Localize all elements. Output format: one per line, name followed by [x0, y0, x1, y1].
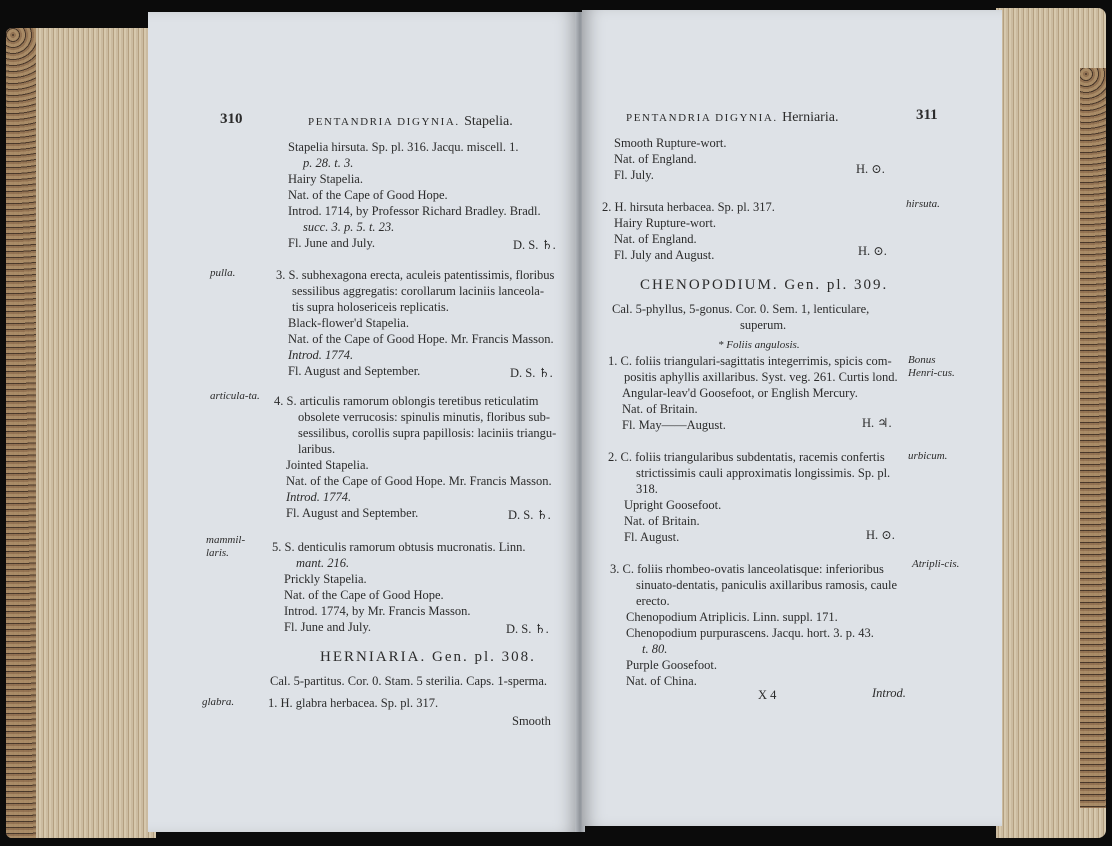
signature-mark: X 4 — [758, 688, 777, 702]
text-line: D. S. ♄. — [510, 366, 553, 380]
text-line: Fl. August. — [624, 530, 680, 544]
text-line: Nat. of Britain. — [622, 402, 698, 416]
text-line: Introd. 1714, by Professor Richard Bradley. Bradl. — [288, 204, 541, 218]
text-line: Introd. 1774. — [288, 348, 354, 362]
text-line: 2. C. foliis triangularibus subdentatis, racemis confertis — [608, 450, 885, 464]
section-heading: HERNIARIA. Gen. pl. 308. — [320, 649, 536, 665]
right-page-edges — [996, 8, 1106, 838]
text-line: Fl. June and July. — [288, 236, 376, 250]
text-line: Smooth Rupture-wort. — [614, 136, 727, 150]
text-line: H. ⊙. — [858, 244, 887, 258]
page-number: 311 — [916, 107, 938, 123]
text-line: Black-flower'd Stapelia. — [288, 316, 409, 330]
open-book — [6, 8, 1106, 838]
text-line: Nat. of the Cape of Good Hope. — [288, 188, 448, 202]
margin-note: glabra. — [202, 696, 235, 708]
catchword: Smooth — [512, 714, 551, 728]
subsection-heading: * Foliis angulosis. — [718, 339, 800, 351]
margin-note: Bonus Henri-cus. — [908, 354, 955, 379]
text-line: erecto. — [636, 594, 670, 608]
text-line: 3. C. foliis rhombeo-ovatis lanceolatisque: inferioribus — [610, 562, 884, 576]
text-line: Hairy Rupture-wort. — [614, 216, 717, 230]
left-page — [148, 12, 578, 832]
text-line: Nat. of the Cape of Good Hope. Mr. Francis Masson. — [288, 332, 554, 346]
text-line: 4. S. articulis ramorum oblongis teretibus reticulatim — [274, 394, 539, 408]
text-line: Chenopodium purpurascens. Jacqu. hort. 3. p. 43. — [626, 626, 874, 640]
text-line: Angular-leav'd Goosefoot, or English Mercury. — [622, 386, 858, 400]
text-line: Fl. August and September. — [288, 364, 421, 378]
text-line: sessilibus aggregatis: corollarum laciniis lanceola- — [292, 284, 545, 298]
text-line: Nat. of England. — [614, 152, 697, 166]
text-line: Chenopodium Atriplicis. Linn. suppl. 171. — [626, 610, 838, 624]
text-line: Prickly Stapelia. — [284, 572, 367, 586]
text-line: H. ♃. — [862, 416, 892, 430]
text-line: 318. — [636, 482, 658, 496]
text-line: D. S. ♄. — [506, 622, 549, 636]
text-line: succ. 3. p. 5. t. 23. — [303, 220, 395, 234]
text-line: mant. 216. — [296, 556, 350, 570]
text-line: Nat. of England. — [614, 232, 697, 246]
running-head: PENTANDRIA DIGYNIA. Stapelia. — [308, 114, 513, 129]
text-line: Nat. of the Cape of Good Hope. — [284, 588, 444, 602]
margin-note: Atripli-cis. — [912, 558, 960, 570]
margin-note: articula-ta. — [210, 390, 260, 402]
text-line: laribus. — [298, 442, 336, 456]
margin-note: mammil-laris. — [206, 534, 246, 559]
text-line: sessilibus, corollis supra papillosis: laciniis triangu- — [298, 426, 557, 440]
section-heading: CHENOPODIUM. Gen. pl. 309. — [640, 277, 889, 293]
text-line: Introd. 1774, by Mr. Francis Masson. — [284, 604, 471, 618]
text-line: 2. H. hirsuta herbacea. Sp. pl. 317. — [602, 200, 775, 214]
margin-note: urbicum. — [908, 450, 948, 462]
margin-note: pulla. — [210, 267, 236, 279]
text-line: 1. H. glabra herbacea. Sp. pl. 317. — [268, 696, 439, 710]
page-number: 310 — [220, 111, 243, 127]
text-line: p. 28. t. 3. — [303, 156, 354, 170]
text-line: Upright Goosefoot. — [624, 498, 722, 512]
text-line: H. ⊙. — [856, 162, 885, 176]
text-line: Nat. of Britain. — [624, 514, 700, 528]
text-line: Jointed Stapelia. — [286, 458, 369, 472]
text-line: tis supra holosericeis replicatis. — [292, 300, 449, 314]
text-line: Hairy Stapelia. — [288, 172, 363, 186]
catchword: Introd. — [872, 686, 906, 700]
margin-note: hirsuta. — [906, 198, 940, 210]
text-line: Purple Goosefoot. — [626, 658, 717, 672]
text-line: Nat. of China. — [626, 674, 697, 688]
right-page — [582, 10, 1002, 826]
text-line: D. S. ♄. — [508, 508, 551, 522]
text-line: obsolete verrucosis: spinulis minutis, floribus sub- — [298, 410, 551, 424]
text-line: t. 80. — [642, 642, 668, 656]
text-line: Stapelia hirsuta. Sp. pl. 316. Jacqu. miscell. 1. — [288, 140, 519, 154]
text-line: Cal. 5-phyllus, 5-gonus. Cor. 0. Sem. 1, lenticulare, — [612, 302, 870, 316]
text-line: Fl. May——August. — [622, 418, 726, 432]
text-line: Nat. of the Cape of Good Hope. Mr. Francis Masson. — [286, 474, 552, 488]
text-line: Fl. July. — [614, 168, 654, 182]
text-line: Fl. July and August. — [614, 248, 715, 262]
text-line: sinuato-dentatis, paniculis axillaribus ramosis, caule — [636, 578, 898, 592]
text-line: Fl. August and September. — [286, 506, 419, 520]
left-page-edges — [6, 28, 156, 838]
text-line: 1. C. foliis triangulari-sagittatis integerrimis, spicis com- — [608, 354, 892, 368]
text-line: H. ⊙. — [866, 528, 895, 542]
text-line: positis aphyllis axillaribus. Syst. veg. 261. Curtis lond. — [624, 370, 898, 384]
text-line: superum. — [740, 318, 787, 332]
text-line: 3. S. subhexagona erecta, aculeis patentissimis, floribus — [276, 268, 555, 282]
running-head: PENTANDRIA DIGYNIA. Herniaria. — [626, 110, 839, 125]
text-line: Fl. June and July. — [284, 620, 372, 634]
text-line: strictissimis cauli approximatis longissimis. Sp. pl. — [636, 466, 891, 480]
text-line: D. S. ♄. — [513, 238, 556, 252]
text-line: Cal. 5-partitus. Cor. 0. Stam. 5 sterilia. Caps. 1-sperma. — [270, 674, 548, 688]
text-line: Introd. 1774. — [286, 490, 352, 504]
text-line: 5. S. denticulis ramorum obtusis mucronatis. Linn. — [272, 540, 526, 554]
